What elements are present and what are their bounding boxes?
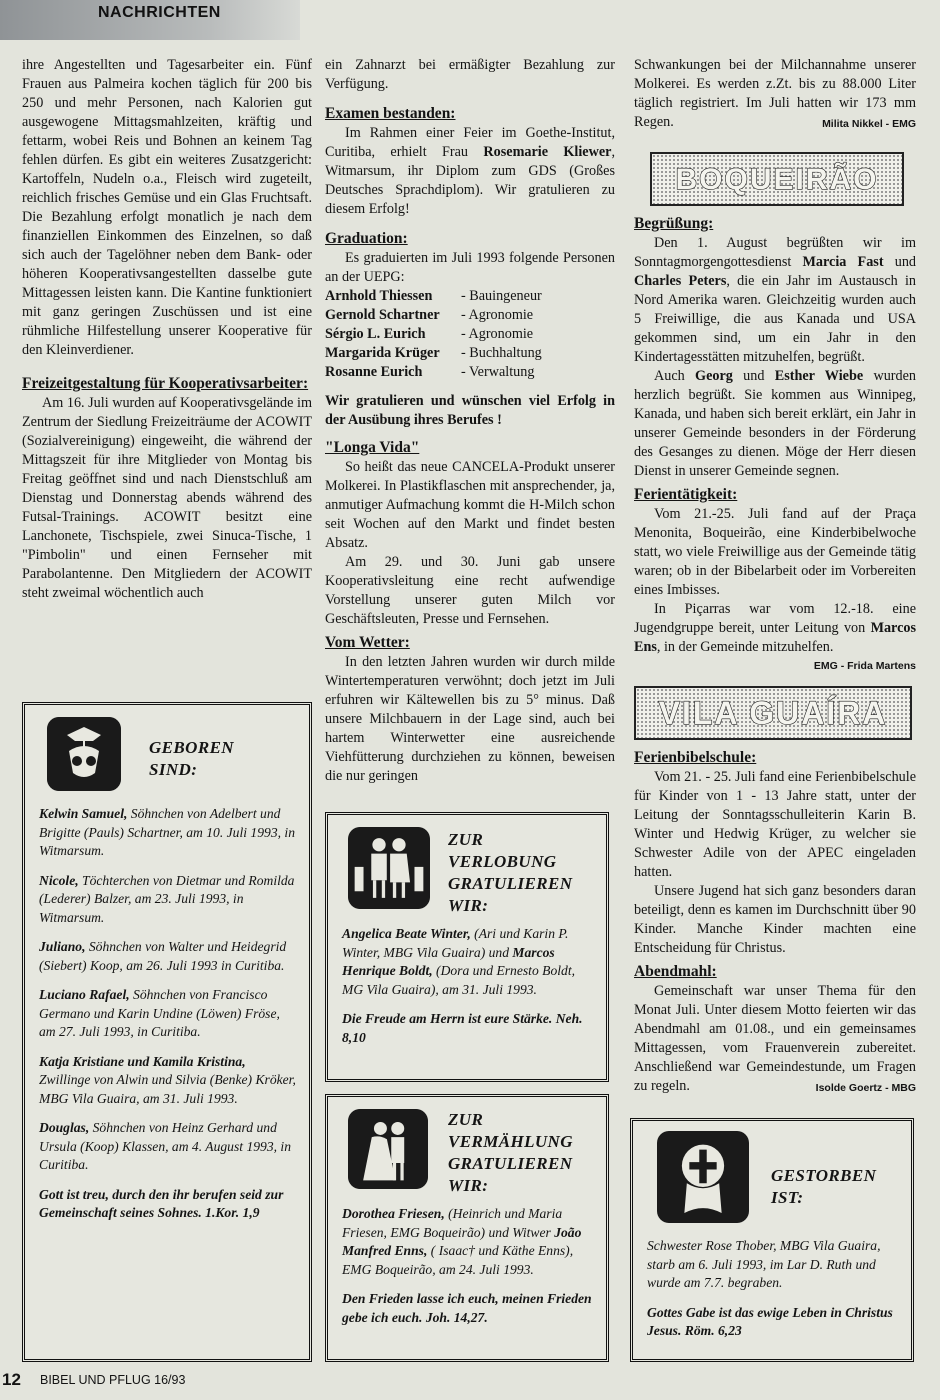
- graduate-degree: - Verwaltung: [461, 364, 535, 380]
- section-title: NACHRICHTEN: [98, 4, 221, 21]
- heading-longa-vida: "Longa Vida": [325, 439, 420, 456]
- wedding-couple-icon: [348, 1109, 428, 1189]
- paragraph-examen: Im Rahmen einer Feier im Goethe-Institut, Curitiba, erhielt Frau Rosemarie Kliewer, Witmarsum, ihr Diplom zum GDS (Großes Deutsches Sprachdiplom). Wir gratulieren zu diesem Erfolg!: [325, 125, 615, 217]
- magazine-title: BIBEL UND PFLUG 16/93: [40, 1373, 186, 1387]
- birth-list: [39, 805, 297, 1175]
- paragraph-bibelschule: Vom 21. - 25. Juli fand eine Ferienbibelschule für Kinder von 1 - 13 Jahre statt, unter der Leitung der Sonntagsschulleiterin Karin B. Winter und Hedwig Krüger, zu welcher sie Schwester Adile von der APEC eingeladen hatten.: [634, 769, 916, 880]
- birth-entry-text: Zwillinge von Alwin und Silvia (Benke) Kröker, MBG Vila Guaira, am 31. Juli 1993.: [39, 1072, 296, 1106]
- birth-verse: Gott ist treu, durch den ihr berufen seid zur Gemeinschaft seines Sohnes. 1.Kor. 1,9: [39, 1186, 284, 1220]
- page-number: 12: [2, 1370, 21, 1389]
- birth-entry: [39, 938, 297, 975]
- birth-entry: [39, 805, 297, 861]
- heading-examen: Examen bestanden:: [325, 105, 456, 122]
- paragraph-freizeit: Am 16. Juli wurden auf Kooperativsgelände im Zentrum der Siedlung Freizeiträume der ACOWIT (Sozialvereinigung) eingeweiht, die während der Mittagszeit für ihre Mitglieder von Montag bis Freitag geöffnet sind und nach Dienstschluß am Dienstag und Donnerstag abends während des Futsal-Trainings. ACOWIT besitzt eine Lanchonete, Tischspiele, zwei Sinuca-Tische, 1 "Pimbolin" und einen Fernseher mit Parabolantenne. Den Mitgliedern der ACOWIT steht zweimal wöchentlich auch: [22, 395, 312, 601]
- stork-baby-icon: [47, 717, 121, 791]
- heading-abendmahl: Abendmahl:: [634, 963, 717, 980]
- graduate-item: [325, 344, 615, 363]
- signature-goertz: Isolde Goertz - MBG: [815, 1082, 916, 1094]
- paragraph-zahnarzt: ein Zahnarzt bei ermäßigter Bezahlung zur Verfügung.: [325, 57, 615, 92]
- engagement-title: ZUR VERLOBUNG GRATULIEREN WIR:: [448, 830, 573, 915]
- vila-guaira-title: VILA GUAÍRA: [658, 694, 888, 731]
- birth-entry: [39, 1053, 297, 1109]
- column-3: [634, 56, 916, 1098]
- section-header: [0, 0, 300, 40]
- birth-entry-name: Luciano Rafael,: [39, 987, 130, 1002]
- engagement-verse: Die Freude am Herrn ist eure Stärke. Neh. 8,10: [342, 1011, 583, 1045]
- graduate-name: Sérgio L. Eurich: [325, 326, 426, 342]
- graduate-name: Arnhold Thiessen: [325, 288, 433, 304]
- birth-entry-name: Nicole,: [39, 872, 79, 888]
- graduate-name: Margarida Krüger: [325, 345, 440, 361]
- column-2: [325, 56, 615, 786]
- birth-entry-name: Katja Kristiane und Kamila Kristina,: [39, 1053, 246, 1069]
- column-1: [22, 56, 312, 603]
- birth-entry: [39, 872, 297, 928]
- graduate-item: [325, 363, 615, 382]
- heading-begruessung: Begrüßung:: [634, 215, 714, 232]
- graduate-item: [325, 306, 615, 325]
- birth-entry-text: Söhnchen von Heinz Gerhard und Ursula (Koop) Klassen, am 4. August 1993, in Curitiba.: [39, 1120, 292, 1172]
- graduate-degree: - Bauingeneur: [461, 288, 542, 304]
- birth-entry-name: Kelwin Samuel,: [39, 806, 128, 821]
- graduate-degree: - Agronomie: [461, 326, 534, 342]
- boqueirao-banner: [650, 152, 904, 206]
- paragraph-graduation: Es graduierten im Juli 1993 folgende Personen an der UEPG:: [325, 250, 615, 285]
- paragraph-jugend: Unsere Jugend hat sich ganz besonders daran beteiligt, denn es kamen im Durchschnitt über 90 Kinder. Manche Kinder machten eine Entscheidung für Christus.: [634, 883, 916, 956]
- paragraph-schwankung: Schwankungen bei der Milchannahme unserer Molkerei. Es werden z.Zt. bis zu 88.000 Liter täglich registriert. Im Juli hatten wir 173 mm Regen. Milita Nikkel - EMG: [634, 56, 916, 132]
- heading-bibelschule: Ferienbibelschule:: [634, 749, 757, 766]
- obituary-entry: Schwester Rose Thober, MBG Vila Guaira, starb am 6. Juli 1993, im Lar D. Ruth und wurde am 7.7. begraben.: [647, 1238, 881, 1290]
- obituary-title: GESTORBEN IST:: [771, 1166, 877, 1207]
- graduates-list: [325, 287, 615, 382]
- cross-wreath-icon: [657, 1131, 749, 1223]
- engagement-box: [325, 812, 609, 1082]
- engaged-couple-icon: [348, 827, 430, 909]
- birth-title: GEBOREN SIND:: [149, 738, 234, 779]
- paragraph-abendmahl: Gemeinschaft war unser Thema für den Monat Juli. Unter diesem Motto feierten wir das Abendmahl am 01.08., und ein gemeinsames Mittagessen, vom Frauenverein zubereitet. Anschließend war Gemeindestunde, um Fragen zu regeln. Isolde Goertz - MBG: [634, 982, 916, 1096]
- birth-entry-text: Söhnchen von Adelbert und Brigitte (Pauls) Schartner, am 10. Juli 1993, in Witmarsum.: [39, 806, 295, 858]
- wedding-title: ZUR VERMÄHLUNG GRATULIEREN WIR:: [448, 1110, 573, 1195]
- paragraph-longa-2: Am 29. und 30. Juni gab unsere Kooperativsleitung eine recht aufwendige Vorstellung unserer guten Milch vor Geschäftsleuten, Presse und Fernsehen.: [325, 554, 615, 627]
- paragraph-wetter: In den letzten Jahren wurden wir durch milde Wintertemperaturen verwöhnt; doch jetzt im Juli erfuhren wir Kältewellen bis zu 5° minus. Daß unsere Milchbauern in der Lage sind, auch bei hartem Winterwetter eine ausreichende Viehfütterung durchziehen zu können, beweisen die nur geringen: [325, 654, 615, 784]
- birth-entry-text: Söhnchen von Walter und Heidegrid (Siebert) Koop, am 26. Juli 1993 in Curitiba.: [39, 939, 287, 973]
- birth-entry-text: Töchterchen von Dietmar und Romilda (Lederer) Balzer, am 23. Juli 1993, in Witmarsum.: [39, 872, 295, 925]
- engagement-entry: Angelica Beate Winter, (Ari und Karin P. Winter, MBG Vila Guaira) und Marcos Henrique Boldt, (Dora und Ernesto Boldt, MG Vila Guaira), am 31. Juli 1993.: [342, 926, 575, 997]
- congrats-text: Wir gratulieren und wünschen viel Erfolg in der Ausübung ihres Berufes !: [325, 393, 615, 428]
- birth-announcements-box: [22, 702, 312, 1362]
- obituary-verse: Gottes Gabe ist das ewige Leben in Christus Jesus. Röm. 6,23: [647, 1304, 893, 1338]
- paragraph-ferien-2: In Piçarras war vom 12.-18. eine Jugendgruppe bereit, unter Leitung von Marcos Ens, in der Gemeinde mitzuhelfen.: [634, 601, 916, 655]
- page-footer: [0, 1370, 940, 1400]
- birth-entry-name: Douglas,: [39, 1120, 90, 1135]
- paragraph-longa-1: So heißt das neue CANCELA-Produkt unserer Molkerei. In Plastikflaschen mit ansprechender, ja, anmutiger Aufmachung kommt die H-Milch schon seit Wochen auf den Markt und findet besten Absatz.: [325, 459, 615, 551]
- heading-graduation: Graduation:: [325, 230, 408, 247]
- paragraph-begruessung-2: Auch Georg und Esther Wiebe wurden herzlich begrüßt. Sie kommen aus Winnipeg, Kanada, und haben sich bereit erklärt, ein Jahr in unserer Gemeinde besonders in der Förderung des Gesanges zu dienen. Möge der Herr diesen Dienst in unserer Gemeinde segnen.: [634, 368, 916, 479]
- graduate-item: [325, 287, 615, 306]
- paragraph-begruessung: Den 1. August begrüßten wir im Sonntagmorgengottesdienst Marcia Fast und Charles Peters, die ein Jahr im Austausch in Nord Amerika waren. Gleichzeitig wurden auch 5 Freiwillige, die aus Kanada und USA gekommen sind, um ein Jahr in den Kindertagesstätten mitzuhelfen, begrüßt.: [634, 235, 917, 365]
- wedding-verse: Den Frieden lasse ich euch, meinen Frieden gebe ich euch. Joh. 14,27.: [342, 1291, 592, 1325]
- heading-freizeit: Freizeitgestaltung für Kooperativsarbeiter:: [22, 375, 309, 392]
- wedding-box: [325, 1094, 609, 1362]
- obituary-box: [630, 1118, 914, 1362]
- signature-nikkel: Milita Nikkel - EMG: [822, 118, 916, 130]
- wedding-entry: Dorothea Friesen, (Heinrich und Maria Friesen, EMG Boqueirão) und Witwer João Manfred Enns, ( Isaac† und Käthe Enns), EMG Boqueirão, am 24. Juli 1993.: [342, 1206, 582, 1277]
- vila-guaira-banner: [634, 686, 912, 740]
- birth-entry: [39, 1119, 297, 1175]
- signature-martens: EMG - Frida Martens: [813, 660, 916, 672]
- heading-ferien: Ferientätigkeit:: [634, 486, 738, 503]
- graduate-item: [325, 325, 615, 344]
- birth-entry: [39, 986, 297, 1042]
- birth-entry-name: Juliano,: [39, 939, 86, 954]
- heading-wetter: Vom Wetter:: [325, 634, 410, 651]
- paragraph-ferien-1: Vom 21.-25. Juli fand auf der Praça Menonita, Boqueirão, eine Kinderbibelwoche statt, wo viele Freiwillige aus der Gemeinde tätig waren; ob in der Bibelarbeit oder im Vorbereiten eines Imbisses.: [634, 506, 916, 598]
- paragraph-kantine: ihre Angestellten und Tagesarbeiter ein. Fünf Frauen aus Palmeira kochen täglich für 200 bis 250 und mehr Personen, nach Kalorien gut ausgewogene Mittagsmahlzeiten, kräftig und fettarm, wobei Reis und Bohnen an keinem Tag fehlen dürfen. Es gibt ein weiteres Zusatzgericht: Kartoffeln, Nudeln o.a., Fleisch wird zugeteilt, reichlich frisches Gemüse und ein Glas Fruchtsaft. Die Bezahlung erfolgt monatlich je nach dem finanziellen Einkommen des Einzelnen, so daß sich auch der Tagelöhner neben dem Bank- oder höheren Kooperativsangestellten dasselbe gute Mittagessen leisten kann. Die Kantine funktioniert mit ganz geringen Zuschüssen und ist eine rühmliche Hilfestellung unserer Kooperative für den Kleinverdiener.: [22, 57, 312, 358]
- boqueirao-title: BOQUEIRÃO: [675, 162, 879, 196]
- graduate-degree: - Agronomie: [461, 307, 534, 323]
- birth-entry-text: Söhnchen von Francisco Germano und Karin Undine (Löwen) Fröse, am 27. Juli 1993, in Curitiba.: [39, 987, 280, 1039]
- graduate-name: Rosanne Eurich: [325, 364, 423, 380]
- graduate-name: Gernold Schartner: [325, 307, 440, 323]
- graduate-degree: - Buchhaltung: [461, 345, 542, 361]
